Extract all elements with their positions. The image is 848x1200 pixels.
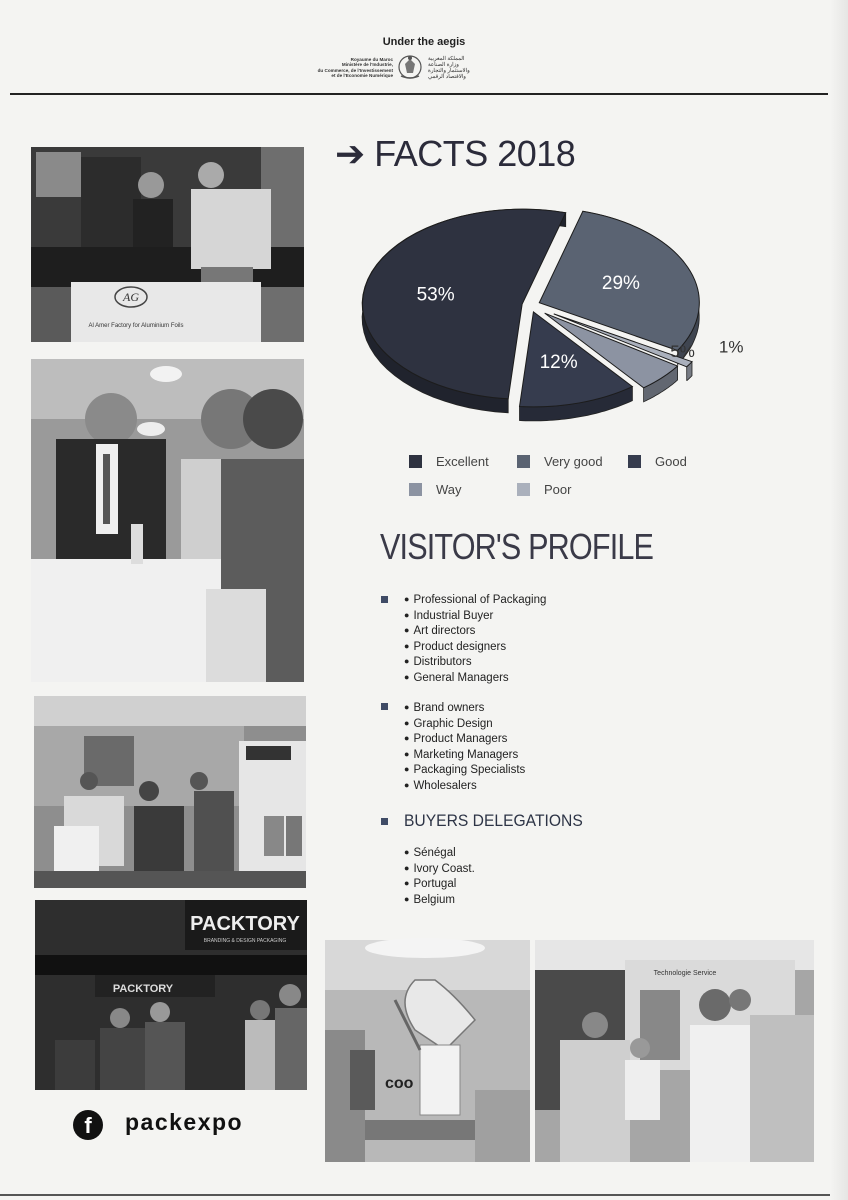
list-item: ● Marketing Managers <box>404 747 525 763</box>
technologie-service-sign: Technologie Service <box>653 970 717 977</box>
legend-swatch <box>517 483 530 496</box>
list-item: ● Ivory Coast. <box>404 861 475 877</box>
packtory-tagline-text: BRANDING & DESIGN PACKAGING <box>203 938 287 944</box>
facebook-handle[interactable]: packexpo <box>125 1109 244 1135</box>
ratings-pie-chart <box>355 195 744 440</box>
facebook-icon[interactable]: f <box>73 1110 103 1140</box>
pie-label: 1% <box>718 337 744 357</box>
list-item: ● Graphic Design <box>404 716 525 732</box>
list-item: ● Distributors <box>404 654 546 670</box>
list-item: ● General Managers <box>404 670 546 686</box>
legend-swatch <box>409 455 422 468</box>
photo-meeting <box>31 359 304 682</box>
legend-item-good: Good <box>628 454 687 469</box>
photo-robot-arm <box>325 940 530 1162</box>
pie-label: 29% <box>601 273 640 295</box>
photo-booth-al-amer <box>31 147 304 342</box>
list-item: ● Sénégal <box>404 845 475 861</box>
packtory-brand-text: PACKTORY <box>190 913 300 935</box>
legend-swatch <box>628 455 641 468</box>
legend-swatch <box>409 483 422 496</box>
photo-exhibition-hall <box>34 696 306 888</box>
photo-packtory-booth <box>35 900 307 1090</box>
pie-label: 5% <box>670 342 695 362</box>
ministry-name-french: Royaume du Maroc Ministère de l'Industrie, du Commerce, de l'Investissement et de l'Economie Numérique <box>317 57 393 79</box>
list-item: ● Belgium <box>404 892 475 908</box>
bullet-square <box>381 703 388 710</box>
legend-item-way: Way <box>409 482 462 497</box>
facts-title: ➔ FACTS 2018 <box>335 133 576 174</box>
list-item: ● Brand owners <box>404 700 525 716</box>
list-item: ● Packaging Specialists <box>404 762 525 778</box>
legend-swatch <box>517 455 530 468</box>
header-divider <box>10 93 828 95</box>
list-item: ● Wholesalers <box>404 778 525 794</box>
aegis-label: Under the aegis <box>382 36 466 48</box>
footer-divider <box>0 1194 848 1196</box>
svg-text:coo: coo <box>385 1075 414 1092</box>
ministry-name-arabic: المملكة المغربية وزارة الصناعة والاستثمار والتجارة والاقتصاد الرقمي <box>428 56 470 80</box>
legend-item-excellent: Excellent <box>409 454 489 469</box>
coat-of-arms-icon <box>397 54 423 80</box>
visitor-list-1 <box>404 592 546 686</box>
list-item: ● Product Managers <box>404 731 525 747</box>
booth-logo-text: AG <box>123 290 139 304</box>
booth-sign-text: Al Amer Factory for Aluminium Foils <box>88 323 184 329</box>
list-item: ● Product designers <box>404 639 546 655</box>
visitor-list-2 <box>404 700 525 794</box>
list-item: ● Industrial Buyer <box>404 608 546 624</box>
packtory-booth-sign: PACKTORY <box>112 983 174 995</box>
list-item: ● Portugal <box>404 876 475 892</box>
page-edge <box>830 0 848 1200</box>
visitors-profile-title: VISITOR'S PROFILE <box>380 526 654 567</box>
legend-item-very-good: Very good <box>517 454 603 469</box>
legend-item-poor: Poor <box>517 482 571 497</box>
bullet-square <box>381 818 388 825</box>
photo-technologie-service <box>535 940 814 1162</box>
list-item: ● Professional of Packaging <box>404 592 546 608</box>
buyers-list <box>404 845 475 907</box>
buyers-delegations-title: BUYERS DELEGATIONS <box>404 811 583 830</box>
pie-label: 12% <box>539 352 578 373</box>
pie-label: 53% <box>416 284 455 306</box>
list-item: ● Art directors <box>404 623 546 639</box>
bullet-square <box>381 596 388 603</box>
